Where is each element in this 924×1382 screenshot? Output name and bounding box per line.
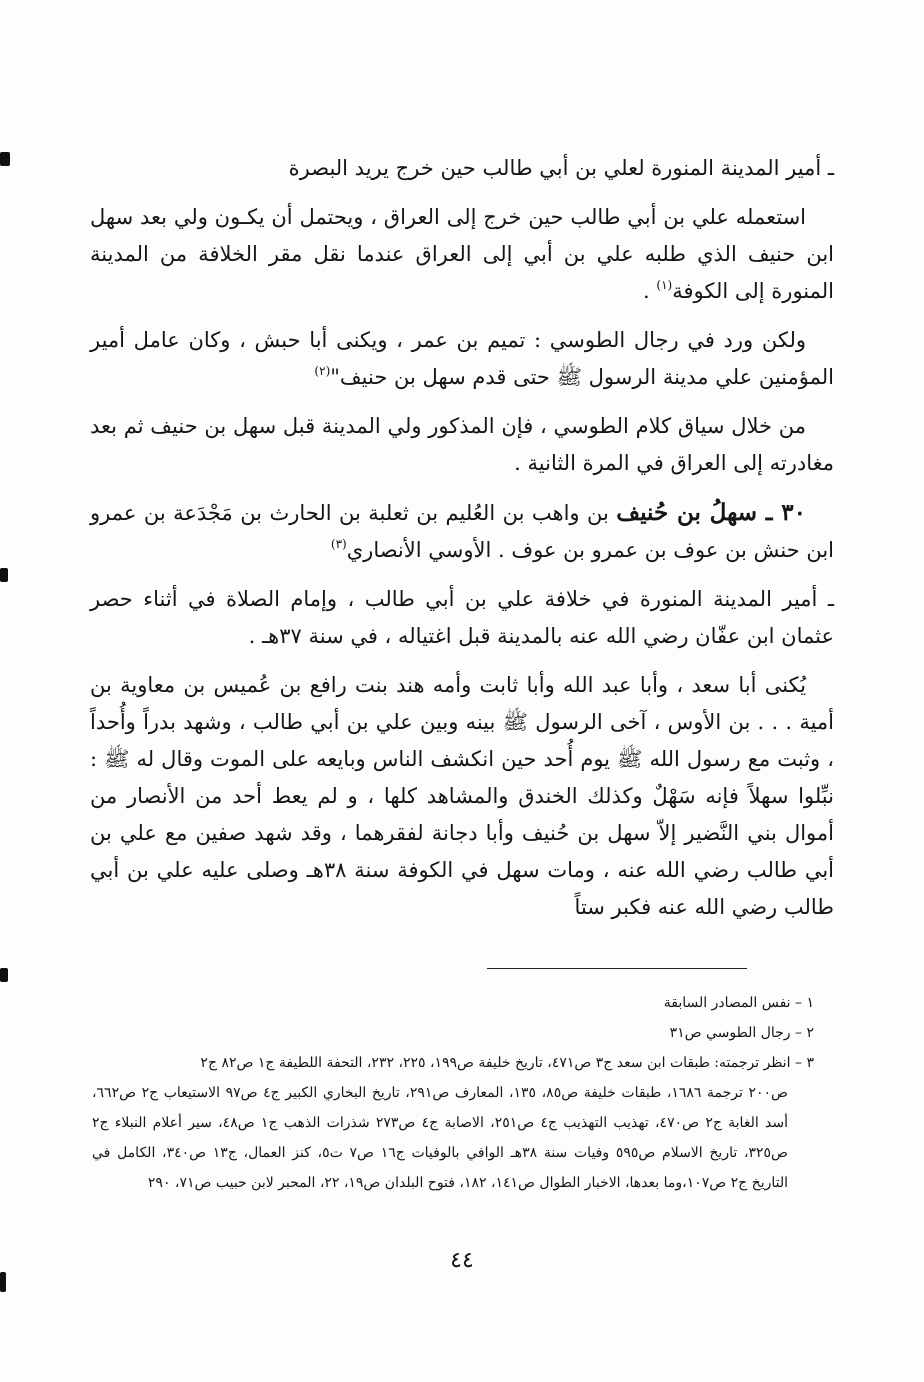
paragraph [90,199,834,310]
paragraph: ـ أمير المدينة المنورة لعلي بن أبي طالب حين خرج يريد البصرة [288,156,834,180]
footnote: ٢ – رجال الطوسي ص٣١ [669,1025,814,1041]
footnote-ref[interactable]: (٢) [314,364,331,378]
footnote: ١ – نفس المصادر السابقة [663,995,814,1011]
main-text [90,150,834,938]
paragraph: يُكنى أبا سعد ، وأبا عبد الله وأبا ثابت وأمه هند بنت رافع بن عُميس بن معاوية بن أمية . . . بن الأوس ، آخى الرسول ﷺ بينه وبين علي بن أبي طالب ، وشهد بدراً وأُحداً ، وثبت مع رسول الله ﷺ يوم أُحد حين انكشف الناس وبايعه على الموت وقال له ﷺ : نبِّلوا سهلاً فإنه سَهْلٌ وكذلك الخندق والمشاهد كلها ، و لم يعط أحد من الأنصار من أموال بني النَّضير إلاّ سهل بن حُنيف وأبا دجانة لفقرهما ، وقد شهد صفين مع علي بن أبي طالب رضي الله عنه ، ومات سهل في الكوفة سنة ٣٨هـ وصلى عليه علي بن أبي طالب رضي الله عنه فكبر ستاً [90,673,835,919]
footnote-continuation: ص٢٠٠ ترجمة ١٦٨٦، طبقات خليفة ص٨٥، ١٣٥، المعارف ص٢٩١، تاريخ البخاري الكبير ج٤ ص٩٧ الاستيعاب ج٢ ص٦٦٢، أسد الغابة ج٢ ص٤٧٠، تهذيب التهذيب ج٤ ص٢٥١، الاصابة ج٤ ص٢٧٣ شذرات الذهب ج١ ص٤٨، سير أعلام النبلاء ج٢ ص٣٢٥، تاريخ الاسلام ص٥٩٥ وفيات سنة ٣٨هـ الوافي بالوفيات ج١٦ ص٧ ت٥، كنز العمال، ج١٣ ص٣٤٠، الكامل في التاريخ ج٢ ص١٠٧،وما بعدها، الاخبار الطوال ص١٤١، ١٨٢، فتوح البلدان ص١٩، ٢٢، المحبر لابن حبيب ص٧١، ٢٩٠ [92,1085,788,1191]
biography-name: ٣٠ ـ سهلُ بن حُنيف [616,499,806,526]
scan-mark-mid-left [0,568,8,582]
footnote-divider [487,968,747,969]
paragraph: ـ أمير المدينة المنورة في خلافة علي بن أبي طالب ، وإمام الصلاة في أثناء حصر عثمان ابن عفّان رضي الله عنه بالمدينة قبل اغتياله ، في سنة ٣٧هـ . [90,587,834,648]
footnote-ref[interactable]: (١) [656,278,673,292]
paragraph-text: ولكن ورد في رجال الطوسي : تميم بن عمر ، ويكنى أبا حبش ، وكان عامل أمير المؤمنين علي مدينة الرسول ﷺ حتى قدم سهل بن حنيف" [90,328,834,389]
footnote-ref[interactable]: (٣) [330,537,347,551]
biography-lineage: بن واهب بن العُليم بن ثعلبة بن الحارث بن مَجْدَعة بن عمرو ابن حنش بن عوف بن عمرو بن عوف . الأوسي الأنصاري [90,501,834,562]
paragraph-text: استعمله علي بن أبي طالب حين خرج إلى العراق ، ويحتمل أن يكـون ولي بعد سهل ابن حنيف الذي طلبه علي بن أبي إلى العراق عندما نقل مقر الخلافة من المدينة المنورة إلى الكوفة [90,205,834,303]
paragraph [90,322,834,396]
page-number: ٤٤ [450,1248,474,1273]
paragraph-end: . [643,279,657,303]
footnote: ٣ – انظر ترجمته: طبقات ابن سعد ج٣ ص٤٧١، تاريخ خليفة ص١٩٩، ٢٢٥، ٢٣٢، التحفة اللطيفة ج١ ص٨٢ ج٢ [200,1055,814,1071]
scan-mark-top-left [0,152,10,166]
scan-mark-bottom-left [0,1272,6,1292]
paragraph: من خلال سياق كلام الطوسي ، فإن المذكور ولي المدينة قبل سهل بن حنيف ثم بعد مغادرته إلى العراق في المرة الثانية . [90,414,834,475]
scan-mark-lower-left [0,968,8,982]
biography-heading [90,494,834,569]
footnotes [92,988,814,1198]
